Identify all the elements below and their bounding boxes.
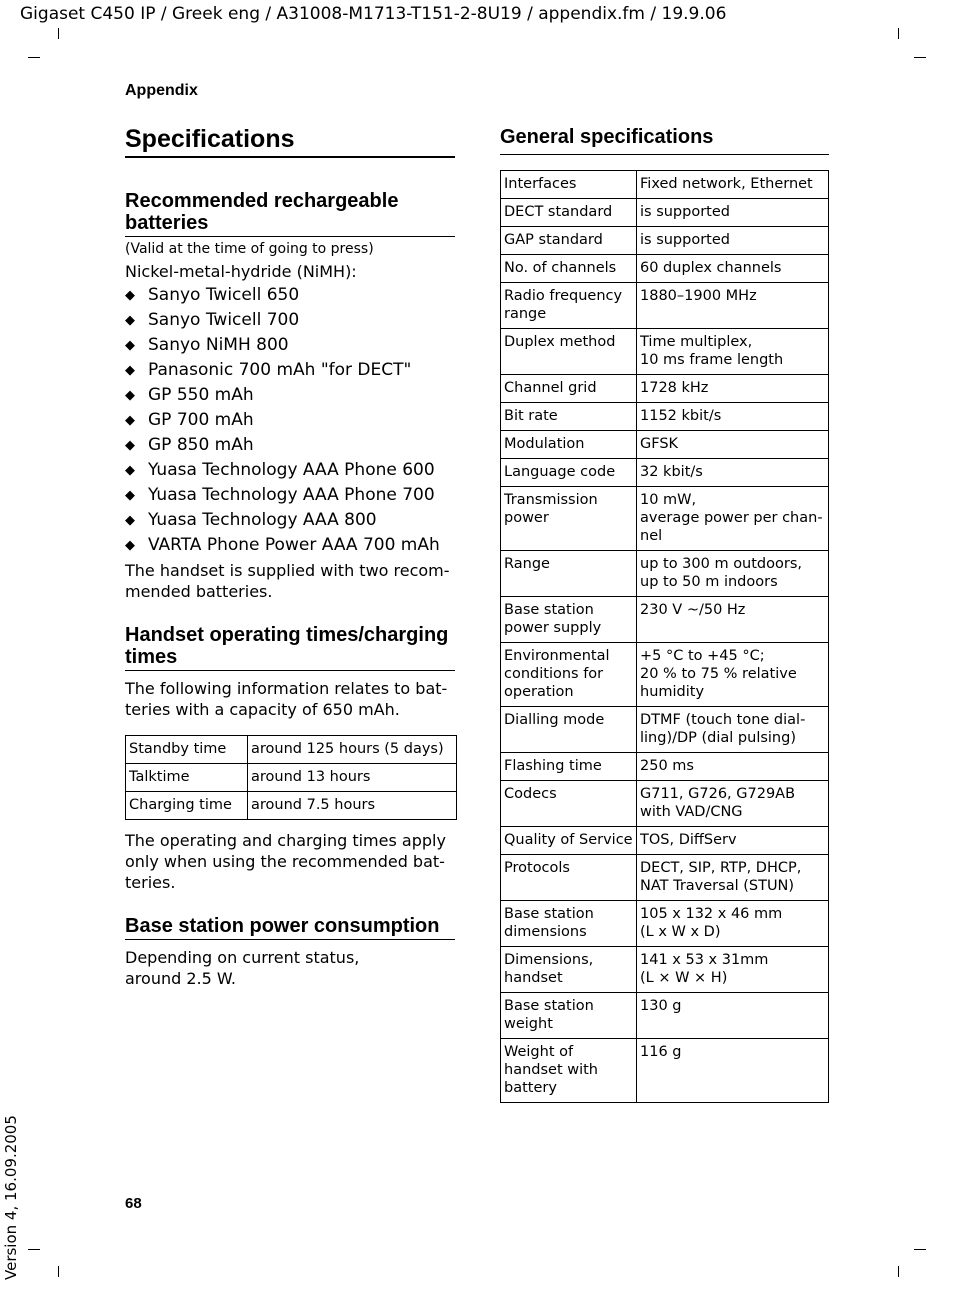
diamond-bullet-icon: ◆ xyxy=(125,313,135,328)
spec-value-cell: G711, G726, G729AB with VAD/CNG xyxy=(637,781,829,827)
table-cell: around 13 hours xyxy=(248,764,457,792)
spec-label-cell: No. of channels xyxy=(501,255,637,283)
table-row xyxy=(501,487,829,551)
page-number: 68 xyxy=(125,1195,142,1212)
general-specs-table xyxy=(500,170,829,1103)
table-row xyxy=(501,753,829,781)
left-column xyxy=(125,124,455,989)
table-row xyxy=(501,643,829,707)
version-label: Version 4, 16.09.2005 xyxy=(2,1115,20,1280)
diamond-bullet-icon: ◆ xyxy=(125,538,135,553)
spec-label-cell: Dialling mode xyxy=(501,707,637,753)
spec-label-cell: Protocols xyxy=(501,855,637,901)
table-row xyxy=(501,551,829,597)
table-row xyxy=(501,375,829,403)
spec-value-cell: 1880–1900 MHz xyxy=(637,283,829,329)
diamond-bullet-icon: ◆ xyxy=(125,413,135,428)
table-cell: around 125 hours (5 days) xyxy=(248,736,457,764)
spec-label-cell: Channel grid xyxy=(501,375,637,403)
spec-value-cell: 130 g xyxy=(637,993,829,1039)
spec-value-cell: 1728 kHz xyxy=(637,375,829,403)
spec-value-cell: is supported xyxy=(637,227,829,255)
crop-mark xyxy=(58,28,59,39)
table-row xyxy=(501,431,829,459)
diamond-bullet-icon: ◆ xyxy=(125,438,135,453)
table-row xyxy=(501,901,829,947)
table-row xyxy=(501,707,829,753)
crop-mark xyxy=(58,1266,59,1277)
times-heading: Handset operating times/charging times xyxy=(125,624,455,671)
table-row xyxy=(501,855,829,901)
table-row xyxy=(501,227,829,255)
batteries-type: Nickel-metal-hydride (NiMH): xyxy=(125,262,357,281)
list-item: ◆ Yuasa Technology AAA Phone 600 xyxy=(125,458,455,483)
spec-value-cell: Time multiplex, 10 ms frame length xyxy=(637,329,829,375)
diamond-bullet-icon: ◆ xyxy=(125,463,135,478)
table-row xyxy=(501,255,829,283)
spec-label-cell: Interfaces xyxy=(501,171,637,199)
spec-value-cell: GFSK xyxy=(637,431,829,459)
spec-label-cell: Flashing time xyxy=(501,753,637,781)
spec-value-cell: 230 V ~/50 Hz xyxy=(637,597,829,643)
spec-value-cell: 10 mW, average power per chan-nel xyxy=(637,487,829,551)
spec-value-cell: +5 °C to +45 °C; 20 % to 75 % relative humidity xyxy=(637,643,829,707)
spec-value-cell: 105 x 132 x 46 mm (L x W x D) xyxy=(637,901,829,947)
times-intro: The following information relates to bat-teries with a capacity of 650 mAh. xyxy=(125,679,448,719)
spec-label-cell: Radio frequency range xyxy=(501,283,637,329)
table-row xyxy=(501,827,829,855)
spec-label-cell: Quality of Service xyxy=(501,827,637,855)
table-row xyxy=(501,781,829,827)
table-row xyxy=(501,1039,829,1103)
spec-label-cell: DECT standard xyxy=(501,199,637,227)
spec-label-cell: Base station dimensions xyxy=(501,901,637,947)
spec-value-cell: 32 kbit/s xyxy=(637,459,829,487)
batteries-footer: The handset is supplied with two recom-mended batteries. xyxy=(125,561,450,601)
diamond-bullet-icon: ◆ xyxy=(125,288,135,303)
table-row xyxy=(126,792,457,820)
spec-label-cell: Transmission power xyxy=(501,487,637,551)
spec-value-cell: 250 ms xyxy=(637,753,829,781)
crop-mark xyxy=(914,57,926,58)
table-row xyxy=(501,199,829,227)
power-text-line-1: Depending on current status, xyxy=(125,948,360,967)
times-footer: The operating and charging times apply only when using the recommended bat-teries. xyxy=(125,831,446,892)
section-label: Appendix xyxy=(125,82,198,99)
table-row xyxy=(501,597,829,643)
table-row xyxy=(126,764,457,792)
page-title: Specifications xyxy=(125,124,455,158)
times-table xyxy=(125,735,457,820)
spec-label-cell: Codecs xyxy=(501,781,637,827)
power-text-line-2: around 2.5 W. xyxy=(125,969,236,988)
spec-label-cell: GAP standard xyxy=(501,227,637,255)
spec-label-cell: Base station power supply xyxy=(501,597,637,643)
table-cell: Talktime xyxy=(126,764,248,792)
crop-mark xyxy=(28,57,40,58)
spec-value-cell: 141 x 53 x 31mm (L × W × H) xyxy=(637,947,829,993)
table-row xyxy=(501,283,829,329)
spec-label-cell: Range xyxy=(501,551,637,597)
diamond-bullet-icon: ◆ xyxy=(125,338,135,353)
spec-value-cell: is supported xyxy=(637,199,829,227)
diamond-bullet-icon: ◆ xyxy=(125,488,135,503)
power-heading: Base station power consumption xyxy=(125,915,455,940)
spec-label-cell: Environmental conditions for operation xyxy=(501,643,637,707)
table-row xyxy=(126,736,457,764)
spec-label-cell: Weight of handset with battery xyxy=(501,1039,637,1103)
crop-mark xyxy=(898,1266,899,1277)
list-item: ◆ GP 700 mAh xyxy=(125,408,455,433)
spec-label-cell: Modulation xyxy=(501,431,637,459)
right-column xyxy=(500,124,829,1103)
table-row xyxy=(501,403,829,431)
general-specs-heading: General specifications xyxy=(500,124,829,155)
table-row xyxy=(501,329,829,375)
table-cell: Standby time xyxy=(126,736,248,764)
spec-value-cell: up to 300 m outdoors, up to 50 m indoors xyxy=(637,551,829,597)
table-row xyxy=(501,993,829,1039)
spec-label-cell: Bit rate xyxy=(501,403,637,431)
crop-mark xyxy=(28,1249,40,1250)
table-cell: around 7.5 hours xyxy=(248,792,457,820)
batteries-heading: Recommended rechargeable batteries xyxy=(125,190,455,237)
list-item: ◆ GP 550 mAh xyxy=(125,383,455,408)
list-item: ◆ Yuasa Technology AAA Phone 700 xyxy=(125,483,455,508)
spec-label-cell: Base station weight xyxy=(501,993,637,1039)
spec-label-cell: Language code xyxy=(501,459,637,487)
running-head: Gigaset C450 IP / Greek eng / A31008-M1713-T151-2-8U19 / appendix.fm / 19.9.06 xyxy=(20,4,727,24)
list-item: ◆ GP 850 mAh xyxy=(125,433,455,458)
crop-mark xyxy=(914,1249,926,1250)
battery-list xyxy=(125,283,455,558)
table-row xyxy=(501,171,829,199)
list-item: ◆ Yuasa Technology AAA 800 xyxy=(125,508,455,533)
diamond-bullet-icon: ◆ xyxy=(125,388,135,403)
spec-value-cell: DTMF (touch tone dial-ling)/DP (dial pulsing) xyxy=(637,707,829,753)
list-item: ◆ Panasonic 700 mAh "for DECT" xyxy=(125,358,455,383)
spec-value-cell: 60 duplex channels xyxy=(637,255,829,283)
list-item: ◆ Sanyo Twicell 700 xyxy=(125,308,455,333)
spec-value-cell: DECT, SIP, RTP, DHCP, NAT Traversal (STUN) xyxy=(637,855,829,901)
batteries-note: (Valid at the time of going to press) xyxy=(125,241,374,257)
table-row xyxy=(501,459,829,487)
spec-label-cell: Dimensions, handset xyxy=(501,947,637,993)
list-item: ◆ VARTA Phone Power AAA 700 mAh xyxy=(125,533,455,558)
table-row xyxy=(501,947,829,993)
spec-value-cell: TOS, DiffServ xyxy=(637,827,829,855)
diamond-bullet-icon: ◆ xyxy=(125,363,135,378)
crop-mark xyxy=(898,28,899,39)
spec-value-cell: Fixed network, Ethernet xyxy=(637,171,829,199)
table-cell: Charging time xyxy=(126,792,248,820)
spec-value-cell: 116 g xyxy=(637,1039,829,1103)
spec-label-cell: Duplex method xyxy=(501,329,637,375)
list-item: ◆ Sanyo NiMH 800 xyxy=(125,333,455,358)
list-item: ◆ Sanyo Twicell 650 xyxy=(125,283,455,308)
diamond-bullet-icon: ◆ xyxy=(125,513,135,528)
spec-value-cell: 1152 kbit/s xyxy=(637,403,829,431)
